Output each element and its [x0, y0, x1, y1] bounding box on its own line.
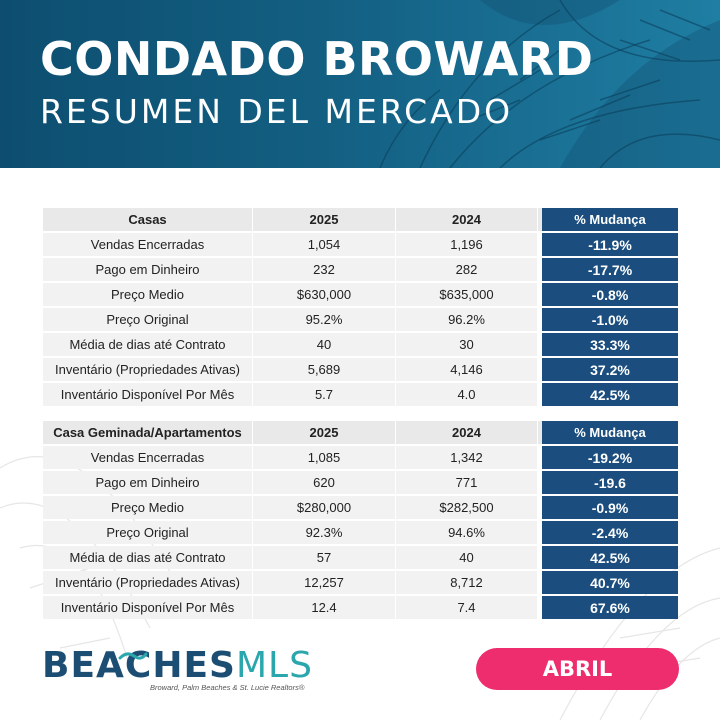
houses-table [43, 206, 678, 408]
change-value: 33.3% [542, 333, 678, 356]
previous-value: 1,342 [396, 446, 538, 469]
previous-value: 30 [396, 333, 538, 356]
table-row [43, 358, 678, 381]
table-header-row [43, 421, 678, 444]
table-row [43, 496, 678, 519]
current-value: 620 [253, 471, 396, 494]
previous-value: 4,146 [396, 358, 538, 381]
current-value: 1,054 [253, 233, 396, 256]
table-row [43, 571, 678, 594]
row-label: Preço Original [43, 308, 253, 331]
previous-value: 1,196 [396, 233, 538, 256]
current-value: $630,000 [253, 283, 396, 306]
change-value: 42.5% [542, 546, 678, 569]
change-value: -0.8% [542, 283, 678, 306]
table-header-row [43, 208, 678, 231]
change-header: % Mudança [542, 421, 678, 444]
table-row [43, 233, 678, 256]
row-label: Média de dias até Contrato [43, 333, 253, 356]
logo-main-text: BEACHES [42, 645, 236, 686]
previous-value: 40 [396, 546, 538, 569]
page-subtitle: RESUMEN DEL MERCADO [40, 92, 514, 131]
change-value: -11.9% [542, 233, 678, 256]
current-value: 57 [253, 546, 396, 569]
beaches-mls-logo [42, 645, 313, 686]
previous-value: 4.0 [396, 383, 538, 406]
year-previous-header: 2024 [396, 208, 538, 231]
previous-value: 8,712 [396, 571, 538, 594]
row-label: Pago em Dinheiro [43, 258, 253, 281]
row-label: Vendas Encerradas [43, 233, 253, 256]
page-title: CONDADO BROWARD [40, 32, 594, 86]
row-label: Inventário Disponível Por Mês [43, 383, 253, 406]
change-value: 42.5% [542, 383, 678, 406]
table-row [43, 283, 678, 306]
logo-tagline: Broward, Palm Beaches & St. Lucie Realtors® [150, 683, 305, 692]
change-value: -19.6 [542, 471, 678, 494]
category-header: Casas [43, 208, 253, 231]
previous-value: $282,500 [396, 496, 538, 519]
table-row [43, 383, 678, 406]
year-current-header: 2025 [253, 421, 396, 444]
previous-value: 94.6% [396, 521, 538, 544]
table-row [43, 333, 678, 356]
logo-suffix-text: MLS [235, 645, 313, 686]
current-value: 40 [253, 333, 396, 356]
table-row [43, 596, 678, 619]
table-row [43, 546, 678, 569]
change-value: 67.6% [542, 596, 678, 619]
current-value: 5,689 [253, 358, 396, 381]
row-label: Preço Medio [43, 283, 253, 306]
month-button[interactable]: ABRIL [476, 648, 679, 690]
current-value: 92.3% [253, 521, 396, 544]
table-row [43, 258, 678, 281]
row-label: Inventário Disponível Por Mês [43, 596, 253, 619]
row-label: Preço Medio [43, 496, 253, 519]
current-value: 5.7 [253, 383, 396, 406]
table-row [43, 521, 678, 544]
change-value: 40.7% [542, 571, 678, 594]
header-banner [0, 0, 720, 168]
change-value: -2.4% [542, 521, 678, 544]
previous-value: 96.2% [396, 308, 538, 331]
row-label: Inventário (Propriedades Ativas) [43, 358, 253, 381]
change-header: % Mudança [542, 208, 678, 231]
table-row [43, 471, 678, 494]
current-value: $280,000 [253, 496, 396, 519]
current-value: 95.2% [253, 308, 396, 331]
table-row [43, 308, 678, 331]
previous-value: $635,000 [396, 283, 538, 306]
year-current-header: 2025 [253, 208, 396, 231]
category-header: Casa Geminada/Apartamentos [43, 421, 253, 444]
change-value: 37.2% [542, 358, 678, 381]
row-label: Inventário (Propriedades Ativas) [43, 571, 253, 594]
wave-icon [118, 650, 148, 662]
current-value: 12,257 [253, 571, 396, 594]
row-label: Pago em Dinheiro [43, 471, 253, 494]
change-value: -0.9% [542, 496, 678, 519]
change-value: -1.0% [542, 308, 678, 331]
current-value: 1,085 [253, 446, 396, 469]
change-value: -17.7% [542, 258, 678, 281]
previous-value: 771 [396, 471, 538, 494]
current-value: 232 [253, 258, 396, 281]
year-previous-header: 2024 [396, 421, 538, 444]
current-value: 12.4 [253, 596, 396, 619]
row-label: Vendas Encerradas [43, 446, 253, 469]
row-label: Média de dias até Contrato [43, 546, 253, 569]
previous-value: 7.4 [396, 596, 538, 619]
table-row [43, 446, 678, 469]
previous-value: 282 [396, 258, 538, 281]
change-value: -19.2% [542, 446, 678, 469]
condos-table [43, 419, 678, 621]
row-label: Preço Original [43, 521, 253, 544]
